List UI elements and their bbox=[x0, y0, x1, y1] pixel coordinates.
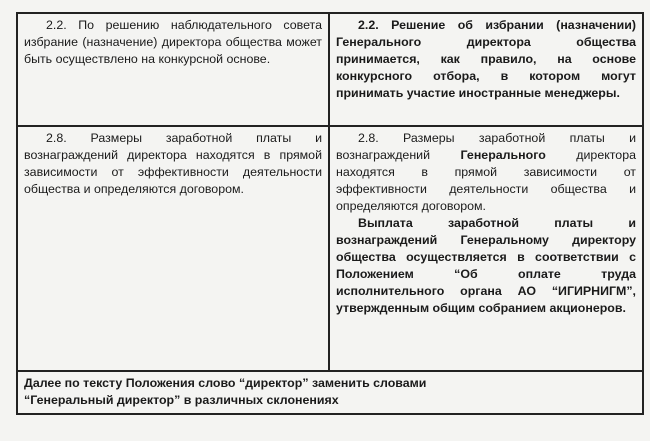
clause-2-8-old: 2.8. Размеры заработной платы и вознаграждений директора находятся в прямой зависимости от эффективности деятельности общества и определяются договором. bbox=[24, 131, 322, 196]
clause-2-2-new: 2.2. Решение об избрании (назначении) Генерального директора общества принимается, как правило, на основе конкурсного отбора, в котором могут принимать участие иностранные менеджеры. bbox=[336, 18, 636, 100]
clause-2-8-text-part-2: директора находятся в прямой зависимости от эффективности деятельности общества и определяются договором. bbox=[336, 148, 636, 213]
old-text-cell bbox=[17, 13, 329, 126]
clause-2-8-bold-insert: Генерального bbox=[460, 148, 546, 162]
footer-cell bbox=[17, 371, 643, 414]
new-text-cell bbox=[329, 126, 643, 371]
comparison-table bbox=[16, 12, 644, 415]
table-row bbox=[17, 371, 643, 414]
table-row bbox=[17, 126, 643, 371]
clause-2-8-text-part-1: 2.8. Размеры заработной платы и вознаграждений bbox=[336, 131, 636, 162]
table-row bbox=[17, 13, 643, 126]
clause-2-8-payment-paragraph: Выплата заработной платы и вознаграждений Генеральному директору общества осуществляется в соответствии с Положением “Об оплате труда исполнительного органа АО “ИГИРНИГМ”, утвержденным общим собранием акционеров. bbox=[336, 216, 636, 315]
new-text-cell bbox=[329, 13, 643, 126]
footer-line-1: Далее по тексту Положения слово “директор” заменить словами bbox=[24, 376, 427, 390]
old-text-cell bbox=[17, 126, 329, 371]
clause-2-8-new bbox=[336, 130, 636, 215]
clause-2-2-old: 2.2. По решению наблюдательного совета избрание (назначение) директора общества может быть осуществлено на конкурсной основе. bbox=[24, 18, 322, 66]
footer-line-2: “Генеральный директор” в различных склонениях bbox=[24, 393, 339, 407]
